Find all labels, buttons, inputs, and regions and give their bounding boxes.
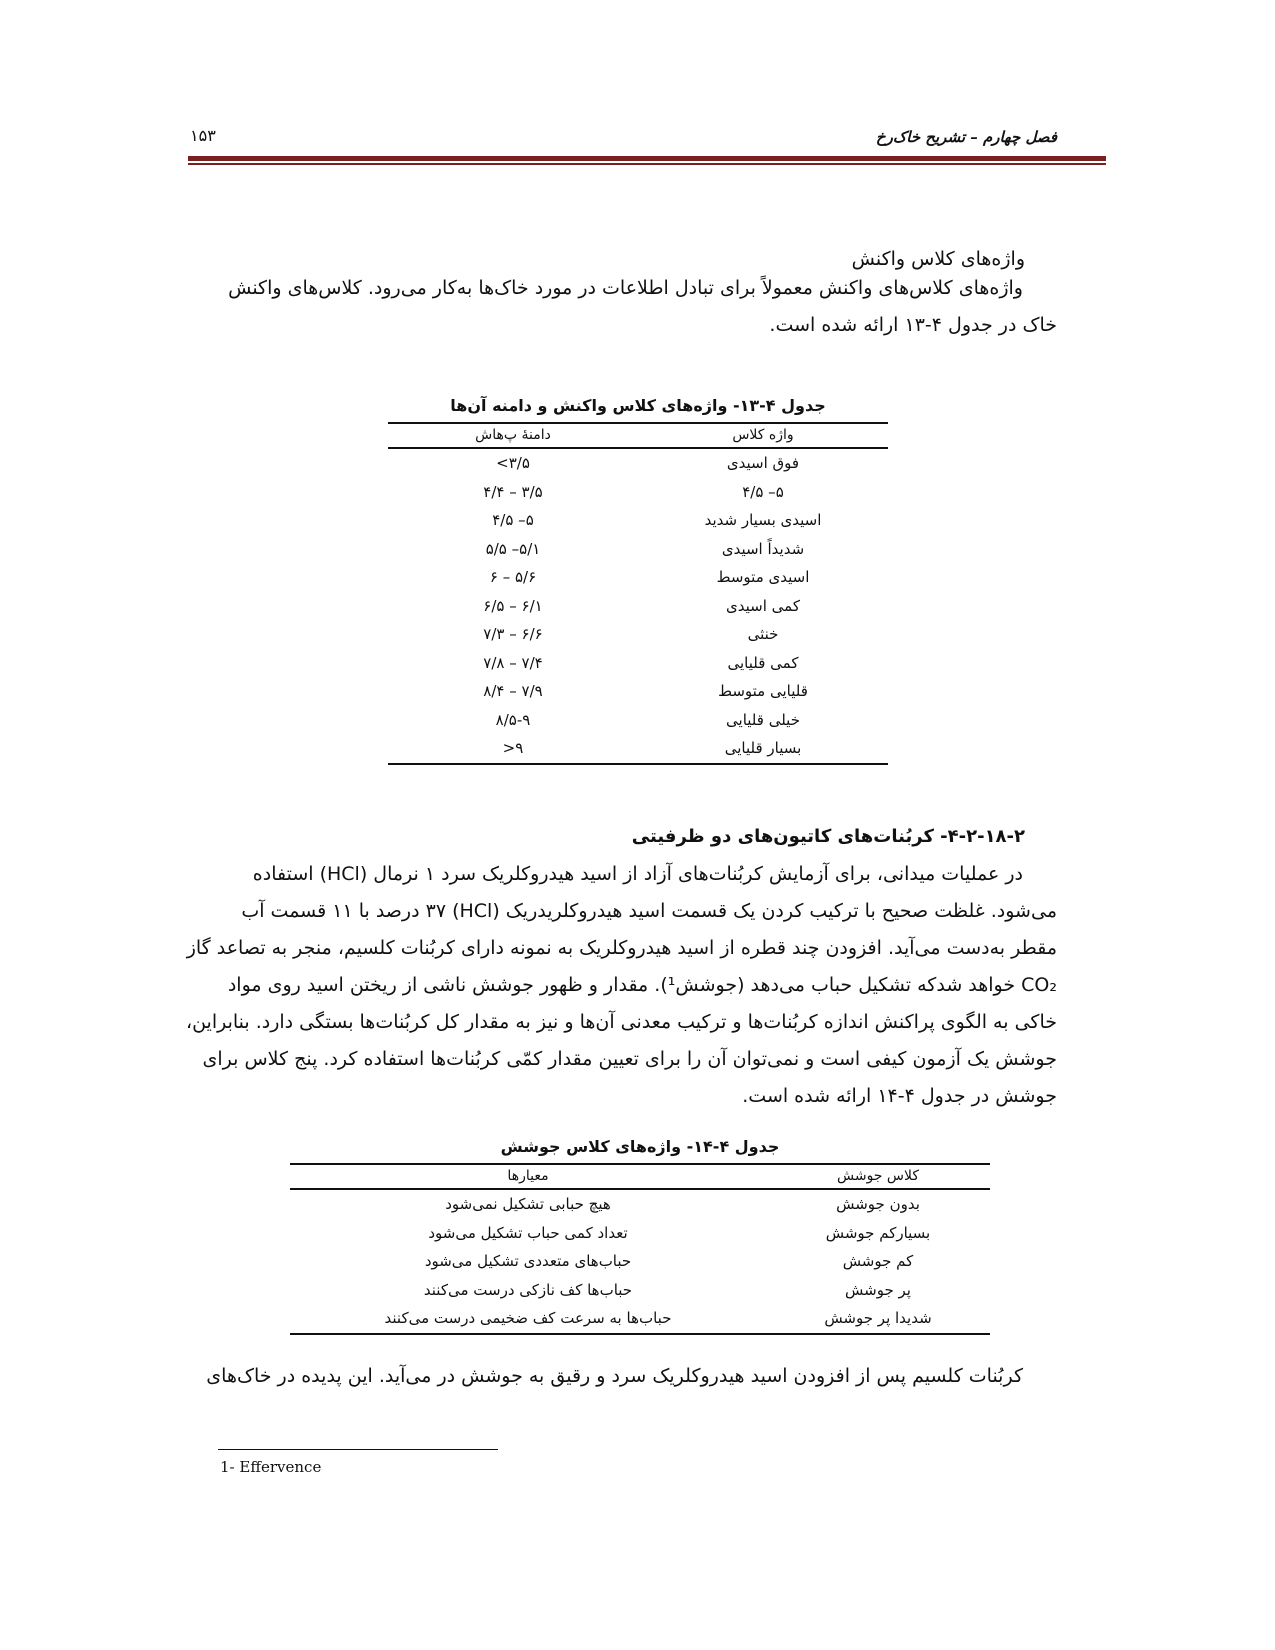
paragraph-line: جوشش یک آزمون کیفی است و نمی‌توان آن را برای تعیین مقدار کمّی کربُنات‌ها استفاده کرد. پنج کلاس برای <box>202 1048 1057 1070</box>
table-row <box>388 734 888 764</box>
table-14 <box>290 1163 990 1335</box>
table-cell: ۳/۵ – ۴/۴ <box>483 482 543 501</box>
table-cell: بسیار قلیایی <box>638 734 888 764</box>
table-cell: بسیارکم جوشش <box>825 1223 931 1242</box>
header-rule <box>188 156 1106 161</box>
closing-paragraph <box>175 1358 1057 1395</box>
table-row <box>290 1276 990 1305</box>
section-heading: ۴-۲-۱۸-۲- کربُنات‌های کاتیون‌های دو ظرفیتی <box>631 826 1025 847</box>
table-cell: ۸/۵-۹ <box>495 710 531 729</box>
footnote-rule <box>218 1449 498 1450</box>
table-cell: خیلی قلیایی <box>726 710 800 729</box>
table-row <box>290 1219 990 1248</box>
table-row <box>388 649 888 678</box>
table-cell: اسیدی متوسط <box>716 568 810 587</box>
table-cell: کمی اسیدی <box>726 596 800 615</box>
table-row <box>388 535 888 564</box>
table-cell: خنثی <box>747 625 779 644</box>
table-cell: ۶/۱ – ۶/۵ <box>483 596 543 615</box>
table-cell: ۵– ۴/۵ <box>492 511 534 530</box>
table-cell: ۵/۶ – ۶ <box>489 568 537 587</box>
paragraph-line: کربُنات کلسیم پس از افزودن اسید هیدروکلریک سرد و رقیق به جوشش در می‌آید. این پدیده در خاک‌های <box>206 1365 1023 1387</box>
table-row <box>388 677 888 706</box>
table-header: معیارها <box>290 1164 766 1189</box>
reaction-heading: واژه‌های کلاس واکنش <box>851 248 1025 270</box>
table-cell: کمی قلیایی <box>727 653 799 672</box>
paragraph-line: مقطر به‌دست می‌آید. افزودن چند قطره از اسید هیدروکلریک به نمونه دارای کربُنات کلسیم، منجر به تصاعد گاز <box>186 937 1057 959</box>
table-cell: اسیدی بسیار شدید <box>704 511 822 530</box>
table-cell: ۹< <box>388 734 638 764</box>
table-row <box>388 620 888 649</box>
paragraph-line: خاک در جدول ۴-۱۳ ارائه شده است. <box>769 314 1057 336</box>
table-cell: حباب‌ها به سرعت کف ضخیمی درست می‌کنند <box>290 1304 766 1334</box>
paragraph-line: CO₂ خواهد شدکه تشکیل حباب می‌دهد (جوشش¹). مقدار و ظهور جوشش ناشی از ریختن اسید روی مواد <box>227 974 1057 996</box>
table-cell: شدیداً اسیدی <box>721 539 805 558</box>
paragraph-line: خاکی به الگوی پراکنش اندازه کربُنات‌ها و ترکیب معدنی آن‌ها و نیز به مقدار کل کربُنات‌ها بستگی دارد. بنابراین، <box>185 1011 1057 1033</box>
paragraph-line: جوشش در جدول ۴-۱۴ ارائه شده است. <box>742 1085 1057 1107</box>
table-cell: ۷/۴ – ۷/۸ <box>483 653 543 672</box>
table-cell: ۷/۹ – ۸/۴ <box>483 682 543 701</box>
table-14-caption: جدول ۴-۱۴- واژه‌های کلاس جوشش <box>500 1137 780 1156</box>
table-cell: شدیدا پر جوشش <box>766 1304 990 1334</box>
table-row <box>388 563 888 592</box>
table-cell: قلیایی متوسط <box>718 682 808 701</box>
table-cell: ۵/۱– ۵/۵ <box>485 539 541 558</box>
carbonates-paragraph <box>175 856 1057 1115</box>
table-cell: پر جوشش <box>845 1280 911 1299</box>
table-header: دامنهٔ پ‌هاش <box>388 423 638 448</box>
table-row <box>388 448 888 478</box>
table-cell: بدون جوشش <box>836 1195 920 1214</box>
table-cell: حباب‌های متعددی تشکیل می‌شود <box>424 1252 632 1271</box>
table-row <box>290 1189 990 1219</box>
table-row <box>290 1247 990 1276</box>
table-header: واژه کلاس <box>638 423 888 448</box>
table-cell: ۵– ۴/۵ <box>742 482 784 501</box>
chapter-title: فصل چهارم – تشریح خاک‌رخ <box>875 128 1057 146</box>
table-cell: ۶/۶ – ۷/۳ <box>483 625 543 644</box>
table-13-caption: جدول ۴-۱۳- واژه‌های کلاس واکنش و دامنه آن‌ها <box>450 396 826 415</box>
table-header: کلاس جوشش <box>766 1164 990 1189</box>
table-cell: حباب‌ها کف نازکی درست می‌کنند <box>423 1280 633 1299</box>
table-row <box>388 506 888 535</box>
table-13 <box>388 422 888 765</box>
table-row <box>388 592 888 621</box>
table-row <box>388 478 888 507</box>
paragraph-line: در عملیات میدانی، برای آزمایش کربُنات‌های آزاد از اسید هیدروکلریک سرد ۱ نرمال (HCl) استفاده <box>252 863 1023 885</box>
paragraph-line: می‌شود. غلظت صحیح با ترکیب کردن یک قسمت اسید هیدروکلریدریک (HCl) ۳۷ درصد با ۱۱ قسمت آب <box>241 900 1057 922</box>
paragraph-line: واژه‌های کلاس‌های واکنش معمولاً برای تبادل اطلاعات در مورد خاک‌ها به‌کار می‌رود. کلاس‌های واکنش <box>228 277 1023 299</box>
footnote: 1- Effervence <box>220 1458 322 1476</box>
table-cell: فوق اسیدی <box>726 454 800 473</box>
page-number: ۱۵۳ <box>190 126 216 145</box>
table-cell: هیچ حبابی تشکیل نمی‌شود <box>445 1195 611 1214</box>
table-row <box>290 1304 990 1334</box>
table-cell: ۳/۵> <box>496 454 530 473</box>
reaction-paragraph <box>175 270 1057 344</box>
table-cell: کم جوشش <box>842 1252 914 1271</box>
header-rule-thin <box>188 163 1106 165</box>
table-cell: تعداد کمی حباب تشکیل می‌شود <box>428 1223 628 1242</box>
table-row <box>388 706 888 735</box>
